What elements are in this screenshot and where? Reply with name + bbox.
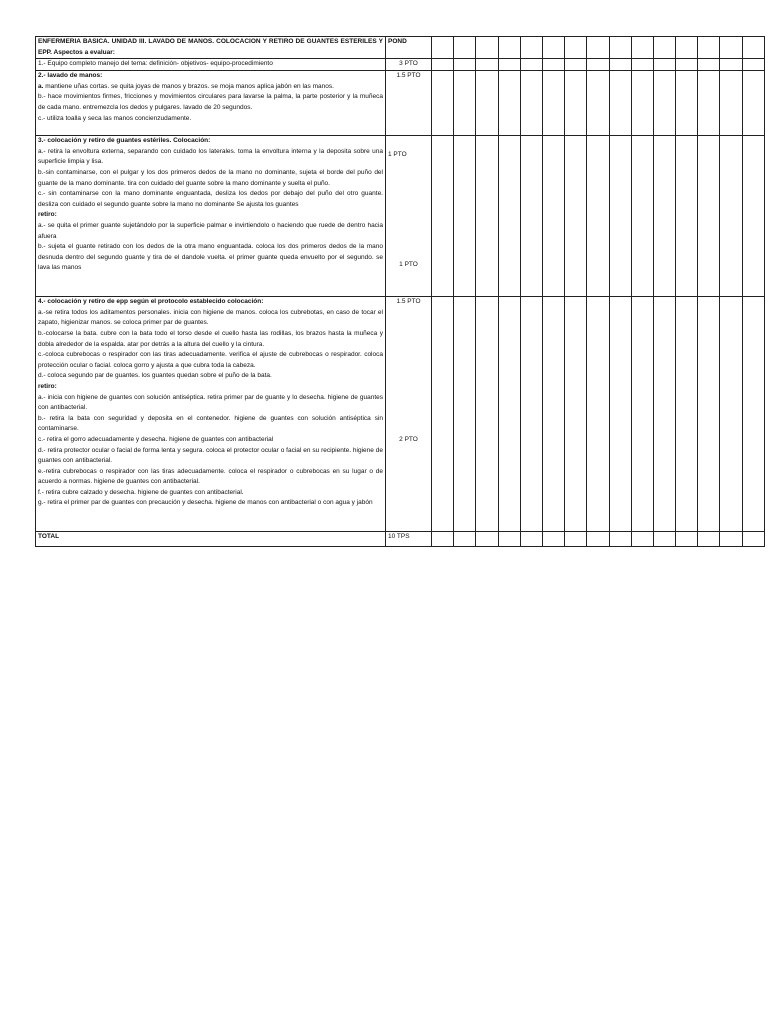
score-cell[interactable] — [498, 37, 520, 59]
score-cell[interactable] — [742, 71, 764, 136]
criterion-epp — [36, 297, 386, 532]
pond-cell — [386, 297, 432, 532]
criterion-item: a. mantiene uñas cortas. se quita joyas de manos y brazos. se moja manos aplica jabón en las manos. — [38, 82, 334, 90]
score-cell[interactable] — [631, 71, 653, 136]
score-cell[interactable] — [698, 297, 720, 532]
score-cell[interactable] — [676, 37, 698, 59]
score-cell[interactable] — [631, 37, 653, 59]
criterion-row — [36, 136, 765, 297]
criterion-hand-washing — [36, 71, 386, 136]
score-cell[interactable] — [565, 71, 587, 136]
score-cell[interactable] — [454, 71, 476, 136]
score-cell[interactable] — [587, 37, 609, 59]
pond-value: 1.5 PTO — [386, 71, 432, 136]
score-cell[interactable] — [587, 532, 609, 547]
score-cell[interactable] — [698, 37, 720, 59]
score-cell[interactable] — [498, 297, 520, 532]
score-cell[interactable] — [609, 37, 631, 59]
score-cell[interactable] — [720, 59, 742, 71]
score-cell[interactable] — [520, 59, 542, 71]
criterion-title: 4.- colocación y retiro de epp según el protocolo establecido colocación: — [38, 298, 264, 306]
criterion-item: c.- retira el gorro adecuadamente y desecha. higiene de guantes con antibacterial — [38, 435, 274, 443]
score-cell[interactable] — [609, 59, 631, 71]
score-cell[interactable] — [432, 297, 454, 532]
score-cell[interactable] — [698, 71, 720, 136]
total-pond: 10 TPS — [386, 532, 432, 547]
score-cell[interactable] — [587, 136, 609, 297]
criterion-item: a.- retira la envoltura externa, separando con cuidado los laterales. toma la envoltura interna y la deposita sobre una superficie limpia y lisa. — [38, 147, 383, 166]
score-cell[interactable] — [720, 71, 742, 136]
score-cell[interactable] — [432, 532, 454, 547]
criterion-item: b.- retira la bata con seguridad y deposita en el contenedor. higiene de guantes con solución antiséptica sin contaminarse. — [38, 414, 383, 433]
pond-value: 3 PTO — [386, 59, 432, 71]
pond-value: 1 PTO — [399, 261, 418, 269]
score-cell[interactable] — [676, 297, 698, 532]
score-cell[interactable] — [653, 297, 675, 532]
score-cell[interactable] — [653, 136, 675, 297]
score-cell[interactable] — [454, 532, 476, 547]
score-cell[interactable] — [676, 532, 698, 547]
score-cell[interactable] — [742, 136, 764, 297]
score-cell[interactable] — [498, 532, 520, 547]
score-cell[interactable] — [432, 71, 454, 136]
score-cell[interactable] — [542, 532, 564, 547]
table-header-row — [36, 37, 765, 59]
criterion-row — [36, 297, 765, 532]
score-cell[interactable] — [720, 136, 742, 297]
score-cell[interactable] — [631, 59, 653, 71]
score-cell[interactable] — [587, 297, 609, 532]
criterion-item: a.-se retira todos los aditamentos personales. inicia con higiene de manos. coloca los cubrebotas, en caso de tocar el zapato, higienizar manos. se coloca primer par de guantes. — [38, 308, 383, 327]
score-cell[interactable] — [542, 71, 564, 136]
rubric-title: ENFERMERIA BASICA. UNIDAD III. LAVADO DE MANOS. COLOCACION Y RETIRO DE GUANTES ESTERILES Y EPP. Aspectos a evaluar: — [36, 37, 386, 59]
criterion-title: 3.- colocación y retiro de guantes estériles. Colocación: — [38, 137, 211, 145]
pond-header: POND — [386, 37, 432, 59]
score-cell[interactable] — [476, 532, 498, 547]
score-cell[interactable] — [520, 136, 542, 297]
score-cell[interactable] — [520, 71, 542, 136]
score-cell[interactable] — [676, 59, 698, 71]
score-cell[interactable] — [631, 532, 653, 547]
score-cell[interactable] — [476, 136, 498, 297]
score-cell[interactable] — [653, 532, 675, 547]
score-cell[interactable] — [609, 136, 631, 297]
score-cell[interactable] — [720, 297, 742, 532]
criterion-item: b.- sujeta el guante retirado con los dedos de la otra mano enguantada. coloca los dos primeros dedos de la mano desnuda dentro del segundo guante y tira de el dandole vuelta. el primer guante queda envuelto por el segundo. se lava las manos — [38, 243, 383, 272]
score-cell[interactable] — [742, 59, 764, 71]
criterion-item: b.- hace movimientos firmes, fricciones y movimientos circulares para lavarse la palma, la parte posterior y la muñeca de cada mano. entremezcla los dedos y pulgares. lavado de 20 segundos. — [38, 93, 383, 111]
criterion-item: c.- utiliza toalla y seca las manos concienzudamente. — [38, 114, 192, 122]
score-cell[interactable] — [587, 71, 609, 136]
criterion-item: g.- retira el primer par de guantes con precaución y desecha. higiene de manos con antibacterial o con agua y jabón — [38, 499, 373, 507]
total-label: TOTAL — [36, 532, 386, 547]
retiro-heading: retiro: — [38, 211, 57, 219]
criterion-row — [36, 71, 765, 136]
score-cell[interactable] — [653, 37, 675, 59]
score-cell[interactable] — [676, 136, 698, 297]
criterion-item: b.-sin contaminarse, con el pulgar y los dos primeros dedos de la mano no dominante, sujeta el borde del puño del guante de la mano dominante. tira con cuidado del guante sobre la mano dominante y suelta el puño. — [38, 168, 383, 187]
score-cell[interactable] — [698, 532, 720, 547]
score-cell[interactable] — [498, 59, 520, 71]
criterion-item: c.- sin contaminarse con la mano dominante enguantada, desliza los dedos por debajo del puño del otro guante. desliza con cuidado el segundo guante sobre la mano no dominante Se ajusta los guantes — [38, 190, 383, 208]
score-cell[interactable] — [720, 532, 742, 547]
criterion-sterile-gloves — [36, 136, 386, 297]
pond-value: 2 PTO — [399, 436, 418, 444]
score-cell[interactable] — [476, 71, 498, 136]
score-cell[interactable] — [542, 297, 564, 532]
score-cell[interactable] — [698, 59, 720, 71]
score-cell[interactable] — [676, 71, 698, 136]
score-cell[interactable] — [432, 37, 454, 59]
score-cell[interactable] — [432, 59, 454, 71]
criterion-item: f.- retira cubre calzado y desecha. higiene de guantes con antibacterial. — [38, 488, 244, 496]
score-cell[interactable] — [542, 59, 564, 71]
criterion-item: b.-colocarse la bata. cubre con la bata todo el torso desde el cuello hasta las rodillas, los brazos hasta la muñeca y dobla alrededor de la espalda. atar por detrás a la altura del cuello y la cintura. — [38, 329, 383, 348]
criterion-item: d.- coloca segundo par de guantes. los guantes quedan sobre el puño de la bata. — [38, 372, 272, 380]
score-cell[interactable] — [520, 37, 542, 59]
score-cell[interactable] — [454, 297, 476, 532]
score-cell[interactable] — [542, 37, 564, 59]
score-cell[interactable] — [742, 297, 764, 532]
score-cell[interactable] — [565, 59, 587, 71]
score-cell[interactable] — [742, 532, 764, 547]
score-cell[interactable] — [653, 59, 675, 71]
score-cell[interactable] — [565, 37, 587, 59]
score-cell[interactable] — [609, 71, 631, 136]
total-row — [36, 532, 765, 547]
score-cell[interactable] — [609, 532, 631, 547]
score-cell[interactable] — [742, 37, 764, 59]
score-cell[interactable] — [542, 136, 564, 297]
score-cell[interactable] — [653, 71, 675, 136]
score-cell[interactable] — [454, 59, 476, 71]
score-cell[interactable] — [432, 136, 454, 297]
score-cell[interactable] — [454, 136, 476, 297]
score-cell[interactable] — [498, 136, 520, 297]
score-cell[interactable] — [698, 136, 720, 297]
criterion-item: a.- inicia con higiene de guantes con solución antiséptica. retira primer par de guante y lo desecha. higiene de guantes con antibacterial. — [38, 393, 383, 412]
pond-cell — [386, 136, 432, 297]
pond-value: 1 PTO — [388, 151, 407, 159]
score-cell[interactable] — [476, 37, 498, 59]
criterion-item: e.-retira cubrebocas o respirador con las tiras adecuadamente. coloca el respirador o cubrebocas en su lugar o de acuerdo a normas. higiene de guantes con antibacterial. — [38, 467, 383, 486]
score-cell[interactable] — [720, 37, 742, 59]
score-cell[interactable] — [565, 136, 587, 297]
score-cell[interactable] — [476, 59, 498, 71]
retiro-heading: retiro: — [38, 382, 57, 390]
score-cell[interactable] — [565, 297, 587, 532]
score-cell[interactable] — [476, 297, 498, 532]
score-cell[interactable] — [565, 532, 587, 547]
score-cell[interactable] — [631, 136, 653, 297]
score-cell[interactable] — [498, 71, 520, 136]
score-cell[interactable] — [520, 297, 542, 532]
score-cell[interactable] — [609, 297, 631, 532]
criterion-item: a.- se quita el primer guante sujetándolo por la superficie palmar e invirtiendolo o haciendo que ruede de dentro hacia afuera — [38, 221, 383, 240]
score-cell[interactable] — [631, 297, 653, 532]
score-cell[interactable] — [454, 37, 476, 59]
score-cell[interactable] — [587, 59, 609, 71]
criterion-row — [36, 59, 765, 71]
criterion-item: c.-coloca cubrebocas o respirador con las tiras adecuadamente. verifica el ajuste de cubrebocas o respirador. coloca protección ocular o facial. coloca gorro y ajusta a que cubra toda la cabeza. — [38, 351, 383, 369]
evaluation-rubric-table — [35, 36, 765, 547]
criterion-text: 1.- Equipo completo manejo del tema: definición- objetivos- equipo-procedimiento — [36, 59, 386, 71]
criterion-item: d.- retira protector ocular o facial de forma lenta y segura. coloca el protector ocular o facial en su recipiente. higiene de guantes con antibacterial. — [38, 446, 383, 465]
score-cell[interactable] — [520, 532, 542, 547]
pond-value: 1.5 PTO — [396, 298, 421, 306]
criterion-title: 2.- lavado de manos: — [38, 72, 103, 80]
